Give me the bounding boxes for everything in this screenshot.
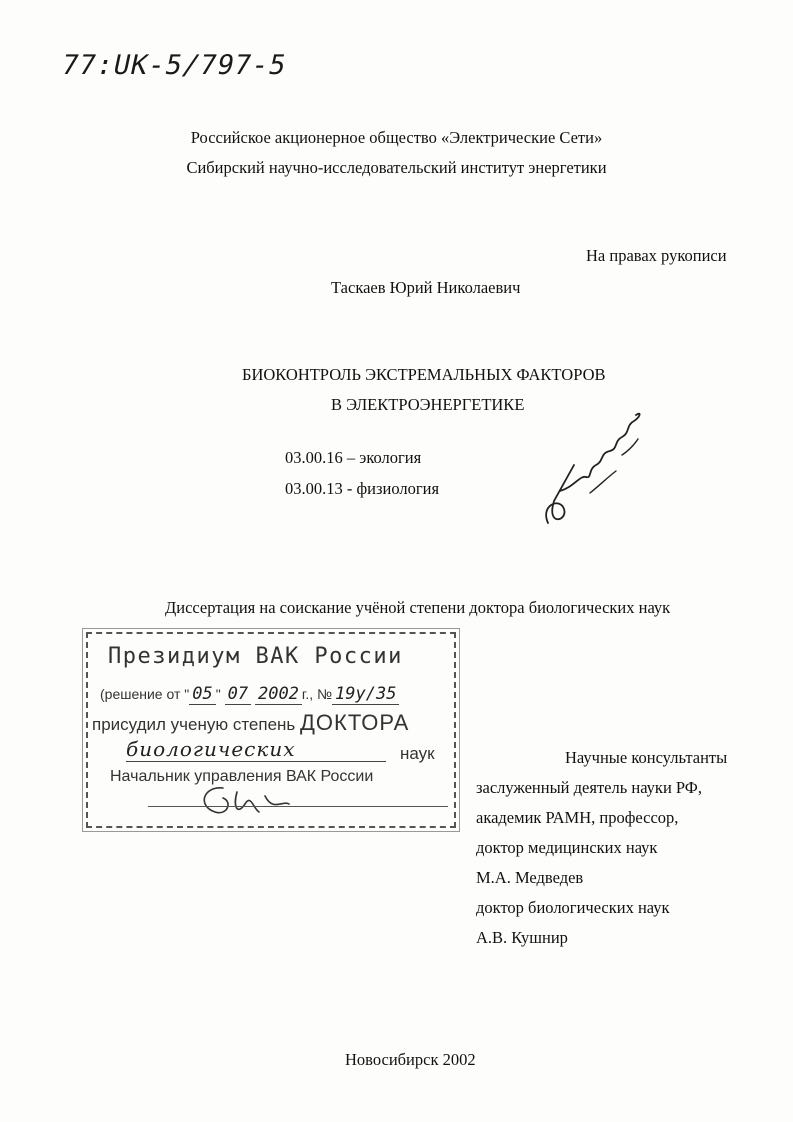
stamp-degree: ДОКТОРА	[300, 710, 410, 735]
stamp-signature-line	[148, 806, 448, 807]
stamp-year-suffix: г., №	[301, 686, 333, 702]
stamp-head: Начальник управления ВАК России	[110, 768, 374, 785]
consultants-heading: Научные консультанты	[565, 748, 728, 767]
archive-number: 77:UK-5/797-5	[58, 50, 290, 81]
stamp-day: 05	[189, 684, 215, 705]
stamp-number: 19у/35	[332, 684, 399, 705]
title-line-2: В ЭЛЕКТРОЭНЕРГЕТИКЕ	[331, 395, 525, 414]
stamp-awarded-prefix: присудил ученую степень	[92, 715, 301, 734]
consultant-line-2: академик РАМН, профессор,	[476, 808, 679, 827]
stamp-awarded	[92, 710, 409, 736]
institute-name: Сибирский научно-исследовательский институт энергетики	[186, 158, 607, 177]
city-year: Новосибирск 2002	[345, 1050, 476, 1069]
stamp-nauk: наук	[400, 744, 435, 763]
consultant-line-3: доктор медицинских наук	[476, 838, 658, 857]
consultant-line-6: А.В. Кушнир	[476, 928, 568, 947]
organization-name: Российское акционерное общество «Электрические Сети»	[190, 128, 603, 147]
specialty-ecology: 03.00.16 – экология	[285, 448, 422, 467]
consultant-line-5: доктор биологических наук	[476, 898, 670, 917]
stamp-year: 2002	[255, 684, 302, 705]
stamp-field: биологических	[126, 737, 386, 762]
stamp-title: Президиум ВАК России	[108, 644, 403, 669]
vak-stamp	[86, 632, 456, 828]
stamp-head-signature	[193, 782, 303, 822]
stamp-quote: "	[215, 686, 221, 702]
stamp-month: 07	[225, 684, 251, 705]
author-signature	[530, 405, 655, 530]
consultant-line-1: заслуженный деятель науки РФ,	[476, 778, 702, 797]
stamp-decision	[100, 684, 399, 704]
specialty-physiology: 03.00.13 - физиология	[285, 479, 440, 498]
stamp-decision-prefix: (решение от "	[100, 686, 190, 702]
manuscript-note: На правах рукописи	[586, 246, 727, 265]
author-name: Таскаев Юрий Николаевич	[331, 278, 521, 297]
dissertation-line: Диссертация на соискание учёной степени доктора биологических наук	[165, 598, 671, 617]
consultant-line-4: М.А. Медведев	[476, 868, 584, 887]
title-line-1: БИОКОНТРОЛЬ ЭКСТРЕМАЛЬНЫХ ФАКТОРОВ	[242, 365, 606, 384]
